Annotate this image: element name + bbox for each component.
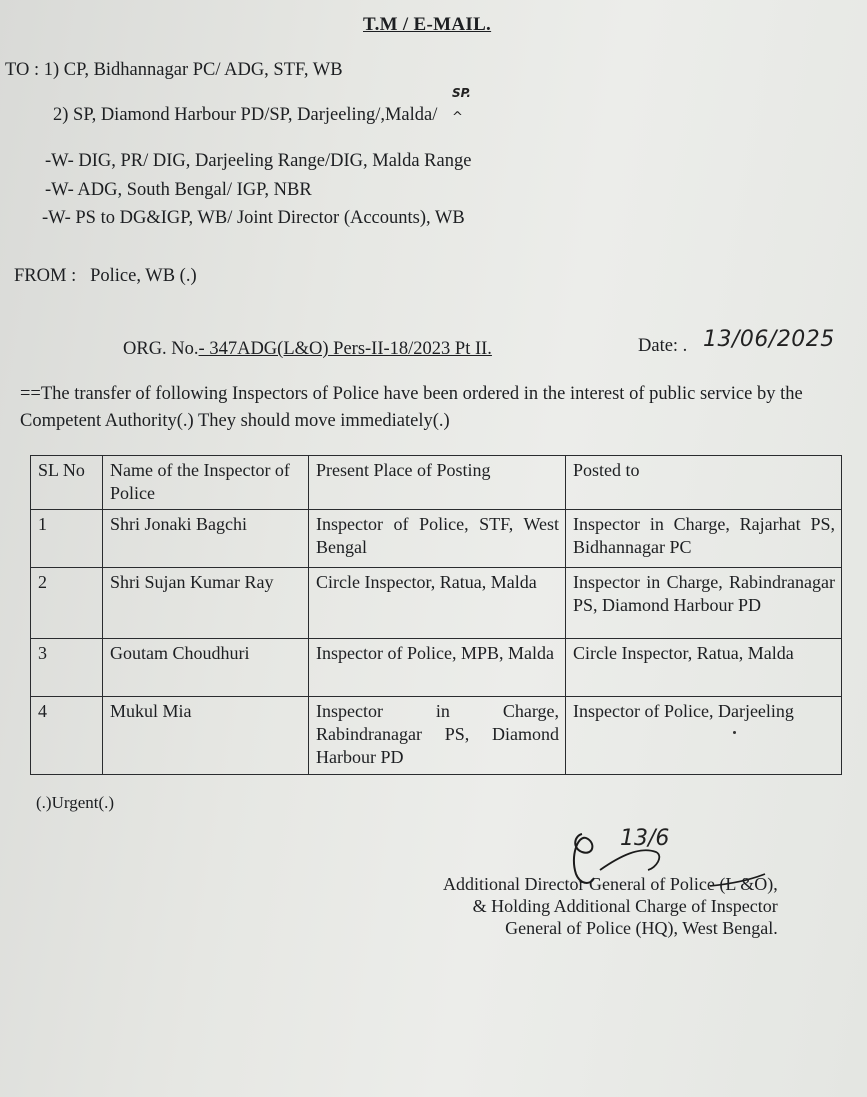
- header-present: Present Place of Posting: [309, 456, 566, 510]
- to-line-2: 2) SP, Diamond Harbour PD/SP, Darjeeling/,Malda/: [53, 105, 438, 125]
- cell-sl: 1: [31, 510, 103, 568]
- order-paragraph: ==The transfer of following Inspectors of Police have been ordered in the interest of public service by the Competent Authority(.) They should move immediately(.): [20, 384, 803, 431]
- cell-sl: 3: [31, 639, 103, 697]
- table-row: [31, 639, 842, 697]
- designation-line-2: & Holding Additional Charge of Inspector: [472, 896, 778, 916]
- document-title: T.M / E-MAIL.: [363, 14, 492, 35]
- org-label: ORG. No.: [123, 339, 199, 359]
- to-line-1: TO : 1) CP, Bidhannagar PC/ ADG, STF, WB: [5, 60, 343, 80]
- handwritten-sp-insert: SP.: [452, 86, 471, 100]
- stray-dot: [733, 731, 736, 734]
- cc-line-3: -W- PS to DG&IGP, WB/ Joint Director (Accounts), WB: [42, 208, 465, 228]
- table-row: [31, 697, 842, 775]
- cell-posted: Inspector in Charge, Rabindranagar PS, Diamond Harbour PD: [566, 568, 842, 639]
- org-number: - 347ADG(L&O) Pers-II-18/2023 Pt II.: [198, 339, 492, 359]
- from-label: FROM :: [14, 266, 77, 286]
- cc-line-2: -W- ADG, South Bengal/ IGP, NBR: [45, 180, 312, 200]
- handwritten-date: 13/06/2025: [703, 327, 835, 352]
- cell-present: Inspector of Police, STF, West Bengal: [309, 510, 566, 568]
- cell-sl: 2: [31, 568, 103, 639]
- table-row: [31, 568, 842, 639]
- header-posted: Posted to: [566, 456, 842, 510]
- cell-sl: 4: [31, 697, 103, 775]
- designation-line-3: General of Police (HQ), West Bengal.: [505, 918, 778, 938]
- header-sl: SL No: [31, 456, 103, 510]
- cell-name: Shri Jonaki Bagchi: [103, 510, 309, 568]
- signature-date: 13/6: [620, 826, 670, 851]
- table-row: [31, 510, 842, 568]
- cell-name: Shri Sujan Kumar Ray: [103, 568, 309, 639]
- cell-present: Circle Inspector, Ratua, Malda: [309, 568, 566, 639]
- cell-name: Mukul Mia: [103, 697, 309, 775]
- insert-caret-icon: ^: [452, 110, 463, 125]
- cell-posted: Circle Inspector, Ratua, Malda: [566, 639, 842, 697]
- cell-posted: Inspector of Police, Darjeeling: [566, 697, 842, 775]
- signatory-designation: [443, 873, 778, 939]
- cc-line-1: -W- DIG, PR/ DIG, Darjeeling Range/DIG, Malda Range: [45, 151, 472, 171]
- org-line: [123, 339, 492, 360]
- from-line: [14, 266, 197, 287]
- designation-line-1: Additional Director General of Police (L &O),: [443, 874, 778, 894]
- cell-posted: Inspector in Charge, Rajarhat PS, Bidhannagar PC: [566, 510, 842, 568]
- date-label: Date: .: [638, 336, 688, 356]
- header-name: Name of the Inspector of Police: [103, 456, 309, 510]
- cell-present: Inspector of Police, MPB, Malda: [309, 639, 566, 697]
- table-header-row: [31, 456, 842, 510]
- transfer-table: [30, 455, 842, 775]
- cell-present: Inspector in Charge, Rabindranagar PS, Diamond Harbour PD: [309, 697, 566, 775]
- cell-name: Goutam Choudhuri: [103, 639, 309, 697]
- from-value: Police, WB (.): [90, 266, 197, 286]
- urgent-note: (.)Urgent(.): [36, 793, 115, 812]
